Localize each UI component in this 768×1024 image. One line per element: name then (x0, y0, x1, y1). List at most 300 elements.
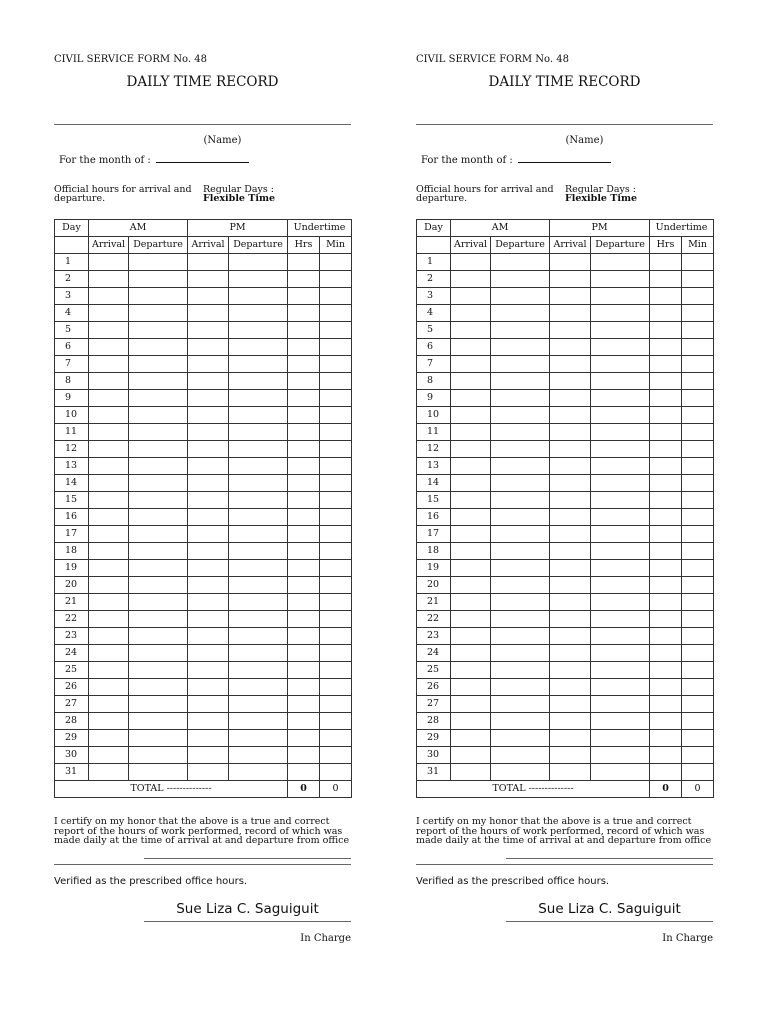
undertime-min-cell[interactable] (320, 339, 352, 356)
pm-arrival-cell[interactable] (550, 713, 591, 730)
pm-arrival-cell[interactable] (188, 373, 229, 390)
undertime-min-cell[interactable] (320, 492, 352, 509)
am-departure-cell[interactable] (129, 577, 188, 594)
undertime-min-cell[interactable] (682, 441, 714, 458)
pm-arrival-cell[interactable] (188, 526, 229, 543)
pm-arrival-cell[interactable] (188, 747, 229, 764)
am-arrival-cell[interactable] (451, 594, 491, 611)
am-arrival-cell[interactable] (451, 458, 491, 475)
pm-arrival-cell[interactable] (188, 713, 229, 730)
pm-departure-cell[interactable] (229, 288, 288, 305)
undertime-hrs-cell[interactable] (650, 645, 682, 662)
am-arrival-cell[interactable] (89, 628, 129, 645)
pm-arrival-cell[interactable] (550, 356, 591, 373)
am-arrival-cell[interactable] (89, 322, 129, 339)
undertime-hrs-cell[interactable] (650, 628, 682, 645)
pm-arrival-cell[interactable] (550, 254, 591, 271)
in-charge-signature-line[interactable] (144, 921, 351, 922)
undertime-min-cell[interactable] (682, 356, 714, 373)
am-arrival-cell[interactable] (451, 509, 491, 526)
undertime-min-cell[interactable] (320, 543, 352, 560)
pm-departure-cell[interactable] (229, 356, 288, 373)
undertime-min-cell[interactable] (682, 645, 714, 662)
pm-arrival-cell[interactable] (550, 509, 591, 526)
undertime-min-cell[interactable] (682, 271, 714, 288)
undertime-hrs-cell[interactable] (288, 560, 320, 577)
undertime-min-cell[interactable] (320, 407, 352, 424)
am-departure-cell[interactable] (491, 441, 550, 458)
pm-departure-cell[interactable] (229, 322, 288, 339)
undertime-min-cell[interactable] (320, 730, 352, 747)
pm-departure-cell[interactable] (591, 526, 650, 543)
pm-arrival-cell[interactable] (550, 645, 591, 662)
pm-departure-cell[interactable] (591, 594, 650, 611)
am-departure-cell[interactable] (129, 645, 188, 662)
am-departure-cell[interactable] (491, 475, 550, 492)
pm-arrival-cell[interactable] (550, 662, 591, 679)
undertime-min-cell[interactable] (320, 441, 352, 458)
undertime-hrs-cell[interactable] (650, 373, 682, 390)
am-departure-cell[interactable] (491, 322, 550, 339)
am-departure-cell[interactable] (491, 526, 550, 543)
am-departure-cell[interactable] (491, 407, 550, 424)
pm-departure-cell[interactable] (229, 424, 288, 441)
undertime-min-cell[interactable] (682, 305, 714, 322)
pm-departure-cell[interactable] (591, 271, 650, 288)
pm-arrival-cell[interactable] (188, 271, 229, 288)
undertime-min-cell[interactable] (682, 288, 714, 305)
am-departure-cell[interactable] (129, 305, 188, 322)
in-charge-signature-line[interactable] (506, 921, 713, 922)
am-arrival-cell[interactable] (89, 254, 129, 271)
undertime-min-cell[interactable] (682, 611, 714, 628)
pm-arrival-cell[interactable] (550, 696, 591, 713)
pm-departure-cell[interactable] (591, 475, 650, 492)
undertime-hrs-cell[interactable] (288, 288, 320, 305)
am-departure-cell[interactable] (129, 696, 188, 713)
pm-arrival-cell[interactable] (550, 288, 591, 305)
am-arrival-cell[interactable] (451, 560, 491, 577)
pm-arrival-cell[interactable] (550, 407, 591, 424)
pm-departure-cell[interactable] (591, 713, 650, 730)
undertime-hrs-cell[interactable] (288, 628, 320, 645)
pm-arrival-cell[interactable] (188, 441, 229, 458)
undertime-min-cell[interactable] (320, 628, 352, 645)
pm-departure-cell[interactable] (591, 679, 650, 696)
undertime-min-cell[interactable] (682, 322, 714, 339)
undertime-hrs-cell[interactable] (650, 560, 682, 577)
pm-departure-cell[interactable] (229, 526, 288, 543)
undertime-min-cell[interactable] (320, 560, 352, 577)
am-arrival-cell[interactable] (451, 747, 491, 764)
undertime-hrs-cell[interactable] (288, 424, 320, 441)
pm-departure-cell[interactable] (229, 645, 288, 662)
undertime-min-cell[interactable] (320, 696, 352, 713)
undertime-min-cell[interactable] (682, 526, 714, 543)
name-field-line[interactable] (416, 124, 713, 125)
undertime-hrs-cell[interactable] (650, 594, 682, 611)
am-arrival-cell[interactable] (89, 679, 129, 696)
pm-arrival-cell[interactable] (550, 441, 591, 458)
undertime-min-cell[interactable] (320, 424, 352, 441)
pm-departure-cell[interactable] (229, 390, 288, 407)
undertime-min-cell[interactable] (682, 458, 714, 475)
am-arrival-cell[interactable] (451, 288, 491, 305)
am-departure-cell[interactable] (129, 475, 188, 492)
am-departure-cell[interactable] (491, 288, 550, 305)
pm-arrival-cell[interactable] (188, 492, 229, 509)
undertime-hrs-cell[interactable] (650, 679, 682, 696)
pm-departure-cell[interactable] (591, 577, 650, 594)
undertime-hrs-cell[interactable] (650, 271, 682, 288)
am-departure-cell[interactable] (491, 628, 550, 645)
undertime-min-cell[interactable] (320, 713, 352, 730)
pm-arrival-cell[interactable] (550, 390, 591, 407)
pm-arrival-cell[interactable] (188, 628, 229, 645)
am-arrival-cell[interactable] (89, 526, 129, 543)
undertime-hrs-cell[interactable] (650, 492, 682, 509)
pm-arrival-cell[interactable] (188, 407, 229, 424)
am-arrival-cell[interactable] (89, 713, 129, 730)
pm-departure-cell[interactable] (229, 696, 288, 713)
undertime-hrs-cell[interactable] (650, 322, 682, 339)
undertime-hrs-cell[interactable] (650, 662, 682, 679)
pm-departure-cell[interactable] (229, 475, 288, 492)
am-departure-cell[interactable] (129, 373, 188, 390)
undertime-hrs-cell[interactable] (288, 339, 320, 356)
undertime-hrs-cell[interactable] (288, 730, 320, 747)
am-arrival-cell[interactable] (89, 611, 129, 628)
pm-departure-cell[interactable] (229, 730, 288, 747)
pm-departure-cell[interactable] (591, 645, 650, 662)
am-departure-cell[interactable] (491, 424, 550, 441)
am-arrival-cell[interactable] (451, 373, 491, 390)
undertime-hrs-cell[interactable] (650, 475, 682, 492)
undertime-min-cell[interactable] (682, 628, 714, 645)
undertime-min-cell[interactable] (682, 254, 714, 271)
undertime-min-cell[interactable] (320, 611, 352, 628)
undertime-min-cell[interactable] (682, 390, 714, 407)
undertime-hrs-cell[interactable] (650, 747, 682, 764)
employee-signature-line[interactable] (144, 858, 351, 859)
pm-arrival-cell[interactable] (550, 679, 591, 696)
am-arrival-cell[interactable] (89, 373, 129, 390)
pm-departure-cell[interactable] (591, 373, 650, 390)
pm-arrival-cell[interactable] (188, 458, 229, 475)
pm-departure-cell[interactable] (229, 662, 288, 679)
am-arrival-cell[interactable] (451, 577, 491, 594)
undertime-min-cell[interactable] (682, 509, 714, 526)
pm-arrival-cell[interactable] (550, 764, 591, 781)
undertime-hrs-cell[interactable] (288, 373, 320, 390)
am-arrival-cell[interactable] (89, 288, 129, 305)
am-arrival-cell[interactable] (451, 475, 491, 492)
am-departure-cell[interactable] (129, 441, 188, 458)
pm-departure-cell[interactable] (229, 679, 288, 696)
am-arrival-cell[interactable] (451, 305, 491, 322)
undertime-min-cell[interactable] (320, 526, 352, 543)
undertime-min-cell[interactable] (320, 322, 352, 339)
undertime-hrs-cell[interactable] (650, 577, 682, 594)
undertime-hrs-cell[interactable] (650, 356, 682, 373)
am-departure-cell[interactable] (491, 543, 550, 560)
am-arrival-cell[interactable] (451, 407, 491, 424)
am-departure-cell[interactable] (491, 696, 550, 713)
am-arrival-cell[interactable] (89, 339, 129, 356)
pm-arrival-cell[interactable] (550, 492, 591, 509)
undertime-hrs-cell[interactable] (288, 594, 320, 611)
pm-arrival-cell[interactable] (550, 271, 591, 288)
employee-signature-line[interactable] (506, 858, 713, 859)
am-departure-cell[interactable] (129, 288, 188, 305)
am-arrival-cell[interactable] (451, 322, 491, 339)
am-departure-cell[interactable] (491, 611, 550, 628)
am-arrival-cell[interactable] (89, 747, 129, 764)
undertime-hrs-cell[interactable] (650, 611, 682, 628)
am-arrival-cell[interactable] (451, 764, 491, 781)
pm-arrival-cell[interactable] (188, 577, 229, 594)
undertime-hrs-cell[interactable] (288, 747, 320, 764)
month-input-line[interactable] (156, 154, 249, 163)
pm-arrival-cell[interactable] (188, 560, 229, 577)
am-departure-cell[interactable] (129, 764, 188, 781)
am-departure-cell[interactable] (491, 356, 550, 373)
am-departure-cell[interactable] (491, 577, 550, 594)
pm-departure-cell[interactable] (591, 390, 650, 407)
pm-arrival-cell[interactable] (550, 373, 591, 390)
undertime-hrs-cell[interactable] (288, 645, 320, 662)
am-arrival-cell[interactable] (89, 560, 129, 577)
undertime-hrs-cell[interactable] (288, 356, 320, 373)
pm-departure-cell[interactable] (229, 560, 288, 577)
pm-departure-cell[interactable] (591, 458, 650, 475)
am-arrival-cell[interactable] (89, 662, 129, 679)
undertime-hrs-cell[interactable] (288, 577, 320, 594)
am-departure-cell[interactable] (491, 764, 550, 781)
am-departure-cell[interactable] (129, 509, 188, 526)
undertime-hrs-cell[interactable] (288, 509, 320, 526)
undertime-hrs-cell[interactable] (650, 305, 682, 322)
pm-arrival-cell[interactable] (550, 747, 591, 764)
pm-departure-cell[interactable] (591, 339, 650, 356)
pm-departure-cell[interactable] (591, 560, 650, 577)
undertime-hrs-cell[interactable] (650, 390, 682, 407)
am-arrival-cell[interactable] (451, 543, 491, 560)
pm-departure-cell[interactable] (229, 458, 288, 475)
am-arrival-cell[interactable] (451, 628, 491, 645)
pm-arrival-cell[interactable] (188, 594, 229, 611)
undertime-hrs-cell[interactable] (288, 390, 320, 407)
undertime-min-cell[interactable] (682, 492, 714, 509)
am-departure-cell[interactable] (129, 322, 188, 339)
am-departure-cell[interactable] (129, 560, 188, 577)
undertime-min-cell[interactable] (682, 373, 714, 390)
undertime-min-cell[interactable] (320, 288, 352, 305)
pm-departure-cell[interactable] (591, 747, 650, 764)
undertime-hrs-cell[interactable] (288, 543, 320, 560)
undertime-min-cell[interactable] (682, 339, 714, 356)
undertime-min-cell[interactable] (320, 747, 352, 764)
am-arrival-cell[interactable] (89, 509, 129, 526)
undertime-min-cell[interactable] (682, 730, 714, 747)
undertime-min-cell[interactable] (320, 662, 352, 679)
pm-arrival-cell[interactable] (550, 322, 591, 339)
am-departure-cell[interactable] (491, 373, 550, 390)
undertime-min-cell[interactable] (682, 679, 714, 696)
undertime-hrs-cell[interactable] (650, 543, 682, 560)
pm-departure-cell[interactable] (591, 254, 650, 271)
undertime-min-cell[interactable] (682, 407, 714, 424)
undertime-min-cell[interactable] (320, 645, 352, 662)
undertime-min-cell[interactable] (682, 577, 714, 594)
undertime-min-cell[interactable] (320, 764, 352, 781)
undertime-min-cell[interactable] (320, 271, 352, 288)
am-departure-cell[interactable] (129, 458, 188, 475)
am-arrival-cell[interactable] (89, 730, 129, 747)
am-arrival-cell[interactable] (451, 271, 491, 288)
pm-arrival-cell[interactable] (550, 458, 591, 475)
am-departure-cell[interactable] (491, 679, 550, 696)
am-departure-cell[interactable] (129, 407, 188, 424)
name-field-line[interactable] (54, 124, 351, 125)
pm-departure-cell[interactable] (591, 288, 650, 305)
am-arrival-cell[interactable] (451, 611, 491, 628)
undertime-hrs-cell[interactable] (288, 407, 320, 424)
month-input-line[interactable] (518, 154, 611, 163)
pm-departure-cell[interactable] (229, 441, 288, 458)
pm-departure-cell[interactable] (591, 543, 650, 560)
undertime-min-cell[interactable] (682, 560, 714, 577)
pm-arrival-cell[interactable] (188, 730, 229, 747)
undertime-min-cell[interactable] (320, 594, 352, 611)
pm-arrival-cell[interactable] (188, 424, 229, 441)
am-departure-cell[interactable] (491, 271, 550, 288)
am-departure-cell[interactable] (491, 492, 550, 509)
pm-arrival-cell[interactable] (550, 611, 591, 628)
am-departure-cell[interactable] (129, 543, 188, 560)
pm-arrival-cell[interactable] (550, 730, 591, 747)
undertime-min-cell[interactable] (682, 696, 714, 713)
am-arrival-cell[interactable] (451, 254, 491, 271)
pm-arrival-cell[interactable] (550, 594, 591, 611)
pm-arrival-cell[interactable] (550, 339, 591, 356)
pm-departure-cell[interactable] (591, 611, 650, 628)
undertime-min-cell[interactable] (320, 254, 352, 271)
am-departure-cell[interactable] (129, 526, 188, 543)
pm-arrival-cell[interactable] (550, 305, 591, 322)
am-arrival-cell[interactable] (451, 696, 491, 713)
pm-departure-cell[interactable] (229, 611, 288, 628)
pm-arrival-cell[interactable] (550, 628, 591, 645)
am-arrival-cell[interactable] (451, 492, 491, 509)
am-arrival-cell[interactable] (451, 713, 491, 730)
pm-departure-cell[interactable] (229, 339, 288, 356)
undertime-hrs-cell[interactable] (288, 526, 320, 543)
pm-arrival-cell[interactable] (188, 305, 229, 322)
undertime-hrs-cell[interactable] (650, 339, 682, 356)
am-departure-cell[interactable] (491, 390, 550, 407)
am-arrival-cell[interactable] (451, 441, 491, 458)
undertime-hrs-cell[interactable] (288, 322, 320, 339)
am-departure-cell[interactable] (129, 271, 188, 288)
am-departure-cell[interactable] (491, 662, 550, 679)
pm-departure-cell[interactable] (591, 764, 650, 781)
undertime-min-cell[interactable] (320, 577, 352, 594)
am-arrival-cell[interactable] (89, 407, 129, 424)
undertime-min-cell[interactable] (682, 475, 714, 492)
undertime-hrs-cell[interactable] (288, 696, 320, 713)
pm-departure-cell[interactable] (591, 424, 650, 441)
am-arrival-cell[interactable] (89, 475, 129, 492)
undertime-hrs-cell[interactable] (288, 254, 320, 271)
am-arrival-cell[interactable] (89, 543, 129, 560)
undertime-min-cell[interactable] (320, 305, 352, 322)
pm-arrival-cell[interactable] (188, 509, 229, 526)
am-arrival-cell[interactable] (451, 662, 491, 679)
undertime-min-cell[interactable] (682, 713, 714, 730)
am-arrival-cell[interactable] (89, 764, 129, 781)
pm-departure-cell[interactable] (229, 492, 288, 509)
am-arrival-cell[interactable] (451, 424, 491, 441)
pm-departure-cell[interactable] (591, 662, 650, 679)
pm-departure-cell[interactable] (229, 594, 288, 611)
undertime-min-cell[interactable] (320, 390, 352, 407)
pm-arrival-cell[interactable] (188, 679, 229, 696)
pm-arrival-cell[interactable] (188, 543, 229, 560)
pm-departure-cell[interactable] (229, 407, 288, 424)
am-arrival-cell[interactable] (451, 526, 491, 543)
pm-arrival-cell[interactable] (188, 254, 229, 271)
pm-departure-cell[interactable] (229, 543, 288, 560)
am-departure-cell[interactable] (129, 730, 188, 747)
pm-departure-cell[interactable] (229, 254, 288, 271)
undertime-hrs-cell[interactable] (288, 475, 320, 492)
undertime-hrs-cell[interactable] (288, 713, 320, 730)
am-departure-cell[interactable] (491, 560, 550, 577)
undertime-min-cell[interactable] (682, 424, 714, 441)
pm-departure-cell[interactable] (229, 764, 288, 781)
pm-departure-cell[interactable] (591, 356, 650, 373)
undertime-hrs-cell[interactable] (288, 492, 320, 509)
pm-departure-cell[interactable] (229, 577, 288, 594)
pm-departure-cell[interactable] (229, 509, 288, 526)
pm-departure-cell[interactable] (229, 747, 288, 764)
pm-departure-cell[interactable] (591, 492, 650, 509)
undertime-hrs-cell[interactable] (650, 424, 682, 441)
pm-departure-cell[interactable] (591, 407, 650, 424)
am-arrival-cell[interactable] (89, 645, 129, 662)
undertime-hrs-cell[interactable] (650, 509, 682, 526)
undertime-hrs-cell[interactable] (650, 764, 682, 781)
undertime-min-cell[interactable] (320, 475, 352, 492)
pm-arrival-cell[interactable] (188, 662, 229, 679)
undertime-hrs-cell[interactable] (288, 679, 320, 696)
undertime-min-cell[interactable] (682, 662, 714, 679)
pm-arrival-cell[interactable] (188, 475, 229, 492)
am-departure-cell[interactable] (129, 356, 188, 373)
pm-departure-cell[interactable] (591, 441, 650, 458)
pm-arrival-cell[interactable] (550, 577, 591, 594)
undertime-min-cell[interactable] (682, 543, 714, 560)
undertime-hrs-cell[interactable] (650, 696, 682, 713)
pm-arrival-cell[interactable] (550, 526, 591, 543)
undertime-min-cell[interactable] (320, 509, 352, 526)
am-arrival-cell[interactable] (89, 492, 129, 509)
pm-arrival-cell[interactable] (550, 475, 591, 492)
pm-departure-cell[interactable] (229, 373, 288, 390)
undertime-min-cell[interactable] (320, 356, 352, 373)
am-arrival-cell[interactable] (451, 730, 491, 747)
